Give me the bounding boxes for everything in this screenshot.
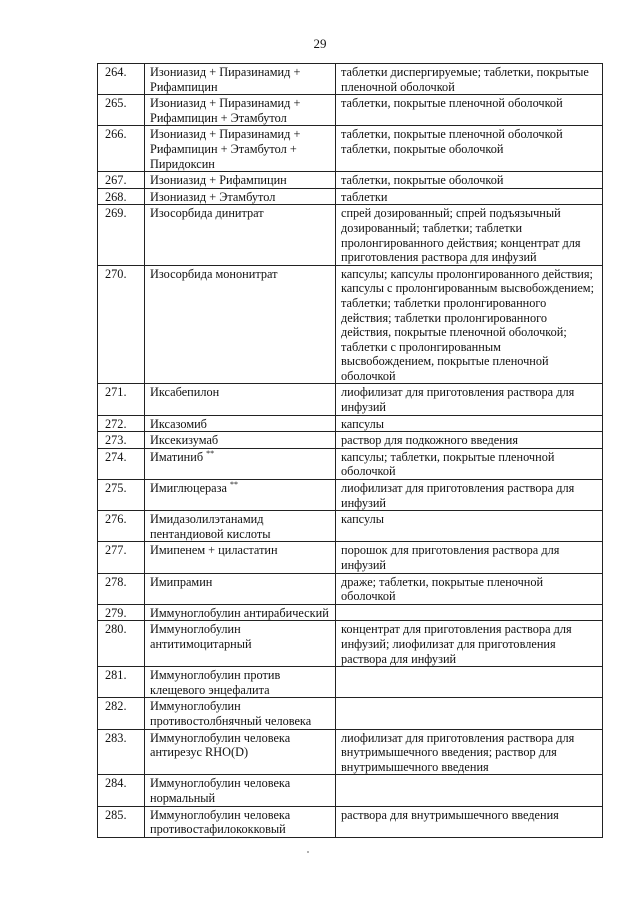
- row-number: 281.: [98, 667, 145, 698]
- table-row: [98, 573, 603, 604]
- row-number: 268.: [98, 188, 145, 205]
- table-row: [98, 775, 603, 806]
- dosage-form: таблетки: [336, 188, 603, 205]
- drug-name: Имиглюцераза: [150, 481, 227, 496]
- row-number: 273.: [98, 432, 145, 449]
- drug-footnote-mark: **: [230, 480, 239, 490]
- dosage-form: таблетки, покрытые пленочной оболочкой таблетки, покрытые оболочкой: [336, 126, 603, 172]
- drug-name: Изосорбида мононитрат: [150, 266, 278, 281]
- table-row: [98, 265, 603, 384]
- drug-footnote-mark: **: [206, 448, 215, 458]
- drug-table: [97, 63, 603, 838]
- table-row: [98, 64, 603, 95]
- dosage-form: раствор для подкожного введения: [336, 432, 603, 449]
- row-number: 285.: [98, 806, 145, 837]
- drug-name-cell: [145, 573, 336, 604]
- row-number: 267.: [98, 172, 145, 189]
- drug-name: Иксазомиб: [150, 416, 207, 431]
- drug-name-cell: [145, 729, 336, 775]
- drug-name: Изониазид + Пиразинамид + Рифампицин + Этамбутол: [150, 96, 301, 125]
- table-row: [98, 604, 603, 621]
- table-row: [98, 698, 603, 729]
- table-body: [98, 64, 603, 838]
- drug-name: Изосорбида динитрат: [150, 206, 264, 221]
- dosage-form: капсулы: [336, 415, 603, 432]
- table-row: [98, 542, 603, 573]
- scan-speck: [307, 851, 309, 853]
- row-number: 272.: [98, 415, 145, 432]
- table-row: [98, 480, 603, 511]
- row-number: 264.: [98, 64, 145, 95]
- dosage-form: спрей дозированный; спрей подъязычный дозированный; таблетки; таблетки пролонгированного действия; концентрат для приготовления раствора для инфузий: [336, 205, 603, 265]
- table-row: [98, 621, 603, 667]
- row-number: 270.: [98, 265, 145, 384]
- row-number: 280.: [98, 621, 145, 667]
- table-row: [98, 806, 603, 837]
- row-number: 265.: [98, 95, 145, 126]
- drug-name: Имидазолилэтанамид пентандиовой кислоты: [150, 512, 271, 541]
- drug-name-cell: [145, 205, 336, 265]
- dosage-form: порошок для приготовления раствора для инфузий: [336, 542, 603, 573]
- dosage-form: капсулы; капсулы пролонгированного действия; капсулы с пролонгированным высвобождением; таблетки; таблетки пролонгированного действия; таблетки пролонгированного действия, покрытые пленочной оболочкой; таблетки с пролонгированным высвобождением, покрытые пленочной оболочкой: [336, 265, 603, 384]
- drug-name-cell: [145, 126, 336, 172]
- drug-name-cell: [145, 64, 336, 95]
- drug-name-cell: [145, 775, 336, 806]
- row-number: 282.: [98, 698, 145, 729]
- row-number: 279.: [98, 604, 145, 621]
- page-number: 29: [313, 36, 327, 51]
- drug-name: Иксекизумаб: [150, 433, 219, 448]
- dosage-form: концентрат для приготовления раствора для инфузий; лиофилизат для приготовления раствора для инфузий: [336, 621, 603, 667]
- dosage-form: драже; таблетки, покрытые пленочной оболочкой: [336, 573, 603, 604]
- table-row: [98, 384, 603, 415]
- row-number: 284.: [98, 775, 145, 806]
- drug-name: Иммуноглобулин противостолбнячный человека: [150, 699, 312, 728]
- drug-name: Иматиниб: [150, 449, 204, 464]
- dosage-form: лиофилизат для приготовления раствора для инфузий: [336, 480, 603, 511]
- row-number: 274.: [98, 448, 145, 479]
- dosage-form: капсулы: [336, 511, 603, 542]
- row-number: 269.: [98, 205, 145, 265]
- row-number: 275.: [98, 480, 145, 511]
- drug-name-cell: [145, 604, 336, 621]
- dosage-form: лиофилизат для приготовления раствора для внутримышечного введения; раствор для внутримышечного введения: [336, 729, 603, 775]
- row-number: 278.: [98, 573, 145, 604]
- dosage-form: [336, 604, 603, 621]
- drug-name: Изониазид + Пиразинамид + Рифампицин + Этамбутол + Пиридоксин: [150, 127, 301, 171]
- drug-name: Иммуноглобулин человека нормальный: [150, 776, 291, 805]
- drug-name-cell: [145, 542, 336, 573]
- drug-name-cell: [145, 621, 336, 667]
- drug-name-cell: [145, 95, 336, 126]
- drug-name-cell: [145, 265, 336, 384]
- dosage-form: [336, 775, 603, 806]
- drug-name-cell: [145, 172, 336, 189]
- table-row: [98, 511, 603, 542]
- dosage-form: капсулы; таблетки, покрытые пленочной оболочкой: [336, 448, 603, 479]
- row-number: 277.: [98, 542, 145, 573]
- table-row: [98, 729, 603, 775]
- dosage-form: [336, 698, 603, 729]
- drug-name-cell: [145, 448, 336, 479]
- table-row: [98, 415, 603, 432]
- dosage-form: таблетки диспергируемые; таблетки, покрытые пленочной оболочкой: [336, 64, 603, 95]
- drug-name-cell: [145, 188, 336, 205]
- drug-name-cell: [145, 480, 336, 511]
- drug-name: Иксабепилон: [150, 385, 220, 400]
- drug-name: Иммуноглобулин человека антирезус RHO(D): [150, 730, 291, 760]
- table-row: [98, 172, 603, 189]
- row-number: 276.: [98, 511, 145, 542]
- drug-name-cell: [145, 511, 336, 542]
- drug-name: Изониазид + Рифампицин: [150, 173, 287, 188]
- drug-name: Изониазид + Пиразинамид + Рифампицин: [150, 65, 301, 94]
- table-row: [98, 432, 603, 449]
- drug-name: Имипрамин: [150, 574, 213, 589]
- drug-name: Иммуноглобулин антитимоцитарный: [150, 622, 252, 651]
- drug-name: Иммуноглобулин против клещевого энцефалита: [150, 668, 281, 697]
- table-row: [98, 95, 603, 126]
- drug-name-cell: [145, 384, 336, 415]
- drug-name-cell: [145, 415, 336, 432]
- drug-name-cell: [145, 806, 336, 837]
- dosage-form: таблетки, покрытые оболочкой: [336, 172, 603, 189]
- drug-name: Изониазид + Этамбутол: [150, 189, 276, 204]
- row-number: 266.: [98, 126, 145, 172]
- dosage-form: [336, 667, 603, 698]
- row-number: 271.: [98, 384, 145, 415]
- drug-name: Иммуноглобулин человека противостафилококковый: [150, 807, 291, 837]
- table-row: [98, 188, 603, 205]
- table-row: [98, 126, 603, 172]
- table-row: [98, 448, 603, 479]
- dosage-form: таблетки, покрытые пленочной оболочкой: [336, 95, 603, 126]
- row-number: 283.: [98, 729, 145, 775]
- table-row: [98, 667, 603, 698]
- drug-name-cell: [145, 432, 336, 449]
- drug-name: Имипенем + циластатин: [150, 543, 278, 558]
- drug-name-cell: [145, 667, 336, 698]
- dosage-form: раствора для внутримышечного введения: [336, 806, 603, 837]
- table-row: [98, 205, 603, 265]
- drug-name: Иммуноглобулин антирабический: [150, 605, 329, 620]
- drug-name-cell: [145, 698, 336, 729]
- dosage-form: лиофилизат для приготовления раствора для инфузий: [336, 384, 603, 415]
